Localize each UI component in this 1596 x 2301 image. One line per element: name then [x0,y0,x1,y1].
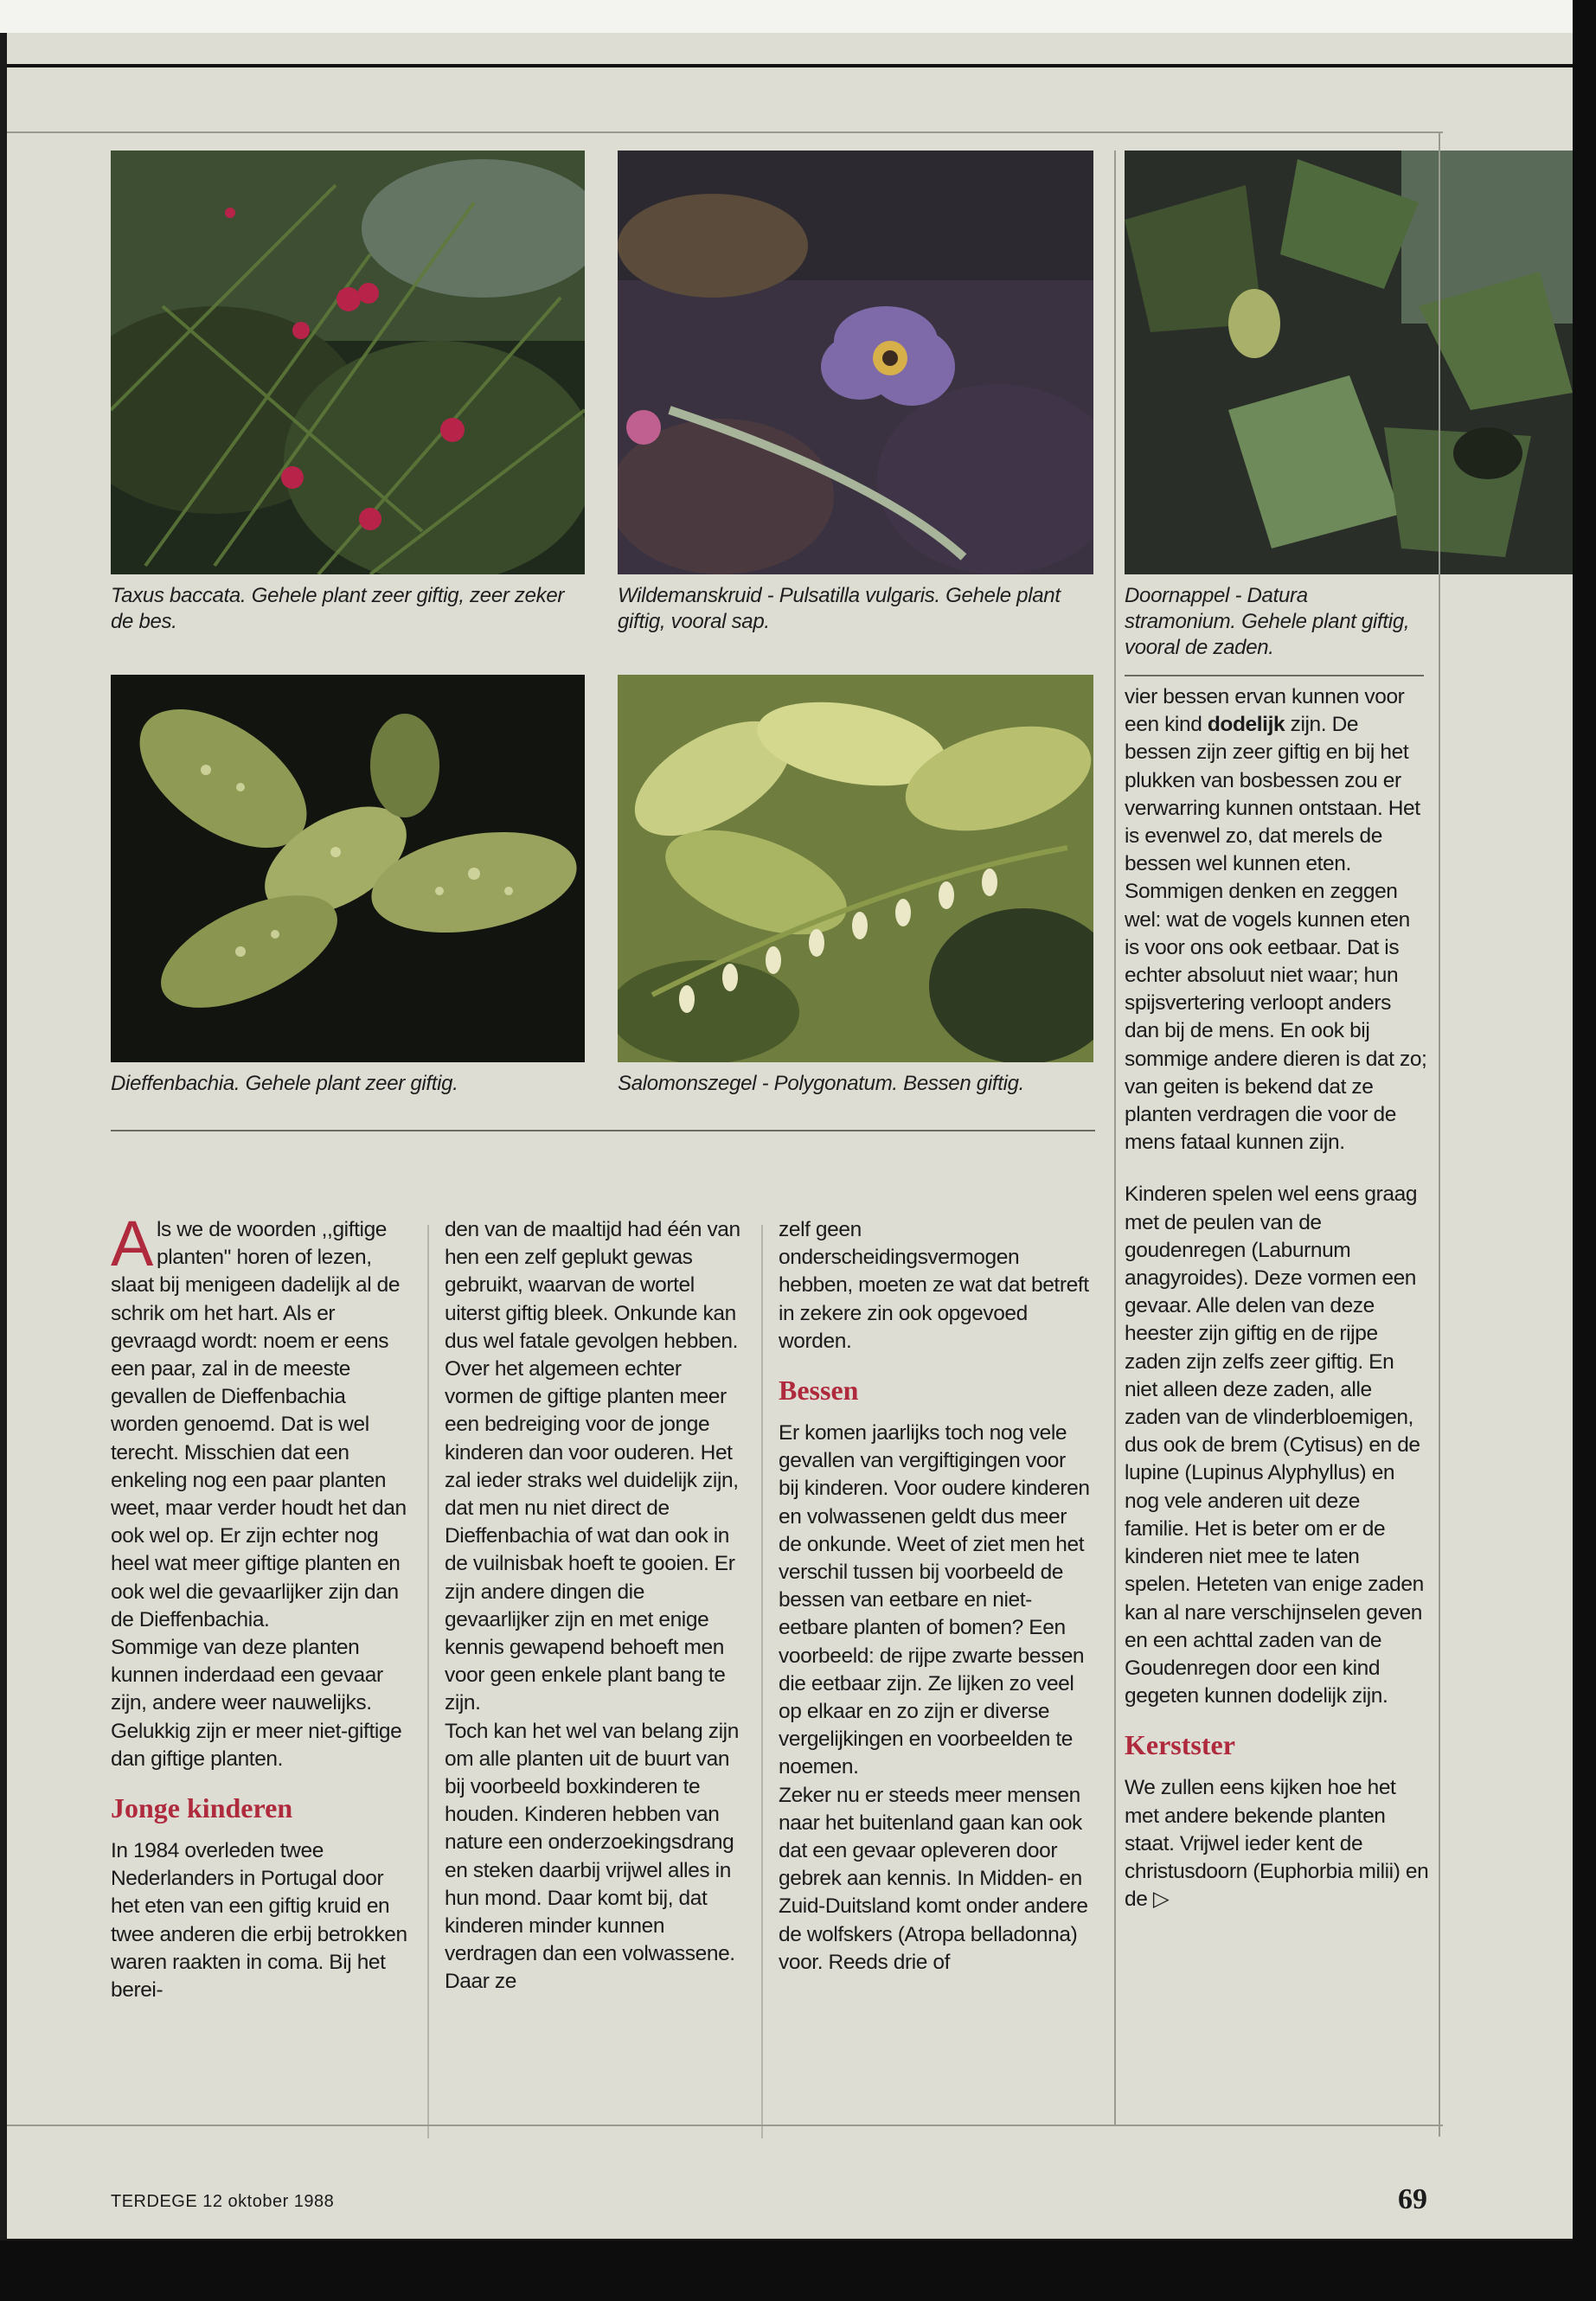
article-column-4 [1125,683,1429,1913]
magazine-page [7,33,1573,2239]
paragraph: We zullen eens kijken hoe het met andere bekende planten staat. Vrijwel ieder kent de christusdoorn (Euphorbia milii) en de [1125,1776,1429,1912]
section-heading-bessen: Bessen [779,1375,859,1407]
right-column-divider [1114,151,1116,2125]
caption-pulsatilla: Wildemanskruid - Pulsatilla vulgaris. Gehele plant giftig, vooral sap. [618,584,1061,633]
top-border [7,64,1573,67]
paragraph: Kinderen spelen wel eens graag met de peulen van de goudenregen (Laburnum anagyroides). Deze vormen een gevaar. Alle delen van deze heester zijn giftig en de rijpe zaden zijn zelfs zeer giftig. En niet alleen deze zaden, alle zaden van de vlinderbloemigen, dus ook de brem (Cytisus) en de lupine (Lupinus Alyphyllus) en nog vele anderen uit deze familie. Het is beter om er de kinderen niet mee te laten spelen. Heteten van enige zaden kan al nare verschijnselen geven en een achttal zaden van de Goudenregen door een kind gegeten kunnen dodelijk zijn. [1125,1183,1424,1708]
article-column-3 [779,1216,1090,1977]
photo-polygonatum [618,675,1093,1062]
footer-magazine-date: TERDEGE 12 oktober 1988 [111,2192,335,2211]
paragraph: Er komen jaarlijks toch nog vele gevallen van vergiftigingen voor bij kinderen. Voor oudere kinderen en volwassenen geldt dus meer de onkunde. Weet of ziet men het verschil tussen bij voorbeeld de bessen van eetbare en niet-eetbare planten of bomen? Een voorbeeld: de rijpe zwarte bessen die eetbaar zijn. Ze lijken zo veel op elkaar en zo zijn er diverse vergelijkingen en voorbeelden te noemen. [779,1421,1090,1779]
paragraph: Sommige van deze planten kunnen inderdaad een gevaar zijn, andere weer nauwelijks. Gelukkig zijn er meer niet-giftige dan giftige planten. [111,1636,402,1771]
emphasis-dodelijk: dodelijk [1207,713,1285,737]
paragraph: Zeker nu er steeds meer mensen naar het buitenland gaan kan ook dat een gevaar opleveren door gebrek aan kennis. In Midden- en Zuid-Duitsland komt onder andere de wolfskers (Atropa belladonna) voor. Reeds drie of [779,1783,1088,1974]
page-number: 69 [1398,2183,1427,2215]
article-column-2 [445,1216,749,1997]
scan-bottom-edge [0,2240,1596,2301]
column-divider-2 [761,1225,763,2138]
section-heading-kerstster: Kerstster [1125,1729,1235,1761]
photo-dieffenbachia [111,675,585,1062]
photo-datura-stramonium [1125,151,1573,574]
caption-taxus: Taxus baccata. Gehele plant zeer giftig, zeer zeker de bes. [111,584,565,633]
scan-right-edge [1573,0,1596,2301]
caption-dieffenbachia: Dieffenbachia. Gehele plant zeer giftig. [111,1072,458,1095]
intro-paragraph: ls we de woorden ,,giftige planten'' horen of lezen, slaat bij menigeen dadelijk al de schrik om het hart. Als er gevraagd wordt: noem er eens een paar, zal in de meeste gevallen de Dieffenbachia worden genoemd. Dat is wel terecht. Misschien dat een enkeling nog een paar planten weet, maar verder houdt het dan ook wel op. Er zijn echter nog heel wat meer giftige planten en ook wel die gevaarlijker zijn dan de Dieffenbachia. [111,1218,407,1631]
paragraph: zelf geen onderscheidingsvermogen hebben, moeten ze wat dat betreft in zekere zin ook opgevoed worden. [779,1218,1089,1353]
paragraph: Over het algemeen echter vormen de giftige planten meer een bedreiging voor de jonge kinderen dan voor ouderen. Het zal ieder straks wel duidelijk zijn, dat men nu niet direct de Dieffenbachia of wat dan ook in de vuilnisbak hoeft te gooien. Er zijn andere dingen die gevaarlijker zijn en met enige kennis gewapend behoeft men voor geen enkele plant bang te zijn. [445,1357,739,1715]
bottom-rule [7,2125,1443,2126]
paragraph-part: zijn. De bessen zijn zeer giftig en bij het plukken van bosbessen zou er verwarring kunnen ontstaan. Het is evenwel zo, dat merels de bessen wel kunnen eten. Sommigen denken en zeggen wel: wat de vogels kunnen eten is voor ons ook eetbaar. Dat is echter absoluut niet waar; hun spijsvertering verloopt anders dan bij de mens. En ook bij sommige andere dieren is dat zo; van geiten is bekend dat ze planten verdragen die voor de mens fataal kunnen zijn. [1125,713,1427,1155]
paragraph: den van de maaltijd had één van hen een zelf geplukt gewas gebruikt, waarvan de wortel uiterst giftig bleek. Onkunde kan dus wel fatale gevolgen hebben. [445,1218,740,1353]
paragraph-part: vier bessen ervan kunnen voor een kind [1125,685,1405,737]
right-edge-rule [1439,131,1440,2137]
caption-datura: Doornappel - Datura stramonium. Gehele plant giftig, vooral de zaden. [1125,584,1410,659]
section-heading-jonge-kinderen: Jonge kinderen [111,1792,293,1824]
photo-pulsatilla-vulgaris [618,151,1093,574]
continue-arrow-icon: ▷ [1152,1888,1170,1912]
top-rule [7,131,1443,133]
datura-caption-rule [1125,675,1424,676]
drop-cap: A [111,1208,153,1279]
paragraph: In 1984 overleden twee Nederlanders in Portugal door het eten van een giftig kruid en twee anderen die erbij betrokken waren raakten in coma. Bij het berei- [111,1839,407,2003]
scan-top-edge [0,0,1596,33]
article-column-1 [111,1208,415,2004]
photo-section-rule [111,1130,1095,1131]
paragraph: Toch kan het wel van belang zijn om alle planten uit de buurt van bij voorbeeld boxkinderen te houden. Kinderen hebben van nature een onderzoekingsdrang en steken daarbij vrijwel alles in hun mond. Daar komt bij, dat kinderen minder kunnen verdragen dan een volwassene. Daar ze [445,1719,739,1994]
photo-taxus-baccata [111,151,585,574]
caption-polygonatum: Salomonszegel - Polygonatum. Bessen giftig. [618,1072,1025,1095]
column-divider-1 [427,1225,429,2138]
